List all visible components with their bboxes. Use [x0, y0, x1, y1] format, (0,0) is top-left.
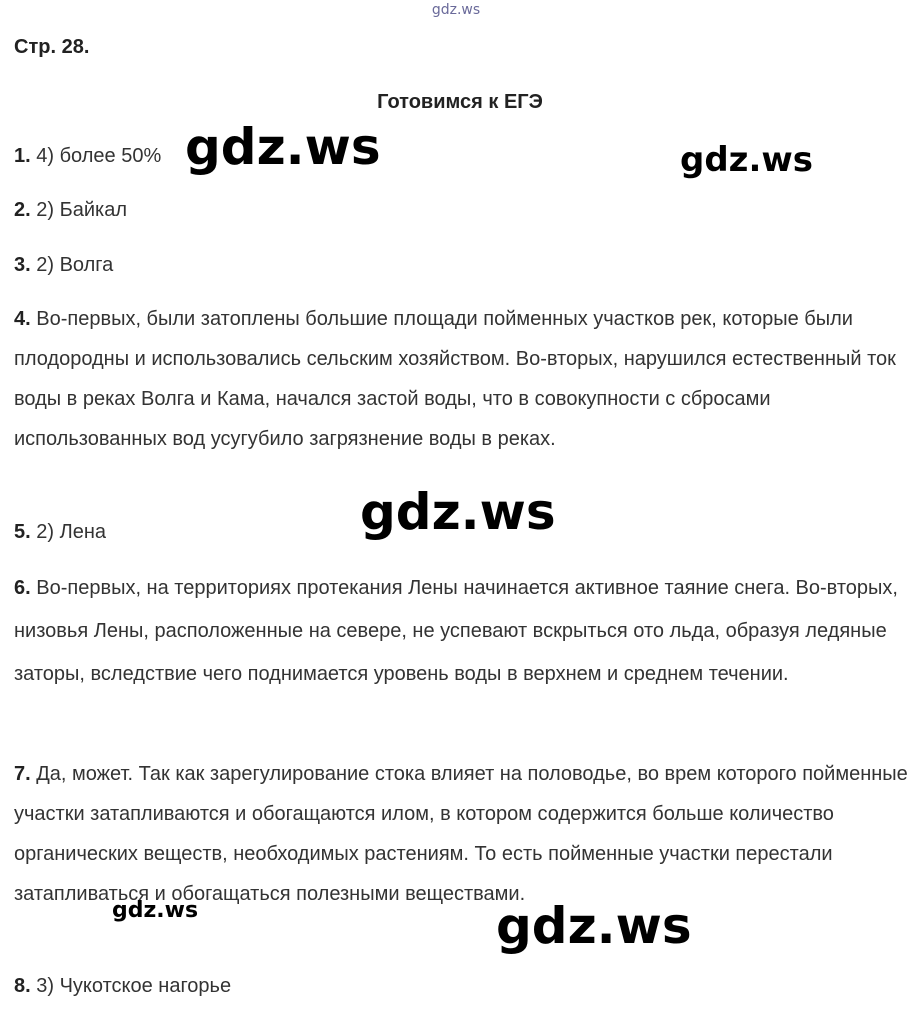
- answer-text: 2) Волга: [30, 254, 114, 276]
- answer-text: Во-первых, были затоплены большие площади пойменных участков рек, которые были плодородны и использовались сельским хозяйством. Во-вторых, нарушился естественный ток воды в реках Волга и Кама, начался застой воды, что в совокупности с сбросами использованных вод усугубило загрязнение воды в реках.: [14, 308, 896, 450]
- page-reference: Стр. 28.: [14, 36, 90, 58]
- watermark: gdz.ws: [185, 118, 381, 176]
- answer-item: [14, 567, 909, 696]
- watermark: gdz.ws: [496, 897, 692, 955]
- section-title: Готовимся к ЕГЭ: [377, 91, 543, 113]
- answer-text: 2) Байкал: [30, 199, 127, 221]
- answer-item: [14, 754, 909, 914]
- answer-item: [14, 245, 909, 285]
- answer-number: 3.: [14, 254, 31, 276]
- watermark: gdz.ws: [360, 483, 556, 541]
- answer-number: 8.: [14, 975, 31, 997]
- answer-number: 1.: [14, 145, 31, 167]
- site-header-link[interactable]: gdz.ws: [431, 2, 481, 18]
- answer-item: [14, 966, 909, 1006]
- answer-number: 7.: [14, 763, 31, 785]
- answer-text: 3) Чукотское нагорье: [30, 975, 232, 997]
- answer-number: 4.: [14, 308, 31, 330]
- answer-text: Во-первых, на территориях протекания Лены начинается активное таяние снега. Во-вторых, низовья Лены, расположенные на севере, не успевают вскрыться ото льда, образуя ледяные заторы, вследствие чего поднимается уровень воды в верхнем и среднем течении.: [14, 577, 898, 685]
- answer-number: 2.: [14, 199, 31, 221]
- answer-number: 5.: [14, 521, 31, 543]
- answer-text: 2) Лена: [30, 521, 106, 543]
- watermark: gdz.ws: [112, 898, 199, 923]
- answer-text: 4) более 50%: [30, 145, 162, 167]
- answer-item: [14, 190, 909, 230]
- answer-text: Да, может. Так как зарегулирование стока влияет на половодье, во врем которого пойменные участки затапливаются и обогащаются илом, в котором содержится больше количество органических веществ, необходимых растениям. То есть пойменные участки перестали затапливаться и обогащаться полезными веществами.: [14, 763, 908, 905]
- answer-item: [14, 299, 909, 459]
- answer-number: 6.: [14, 577, 31, 599]
- watermark: gdz.ws: [680, 140, 814, 180]
